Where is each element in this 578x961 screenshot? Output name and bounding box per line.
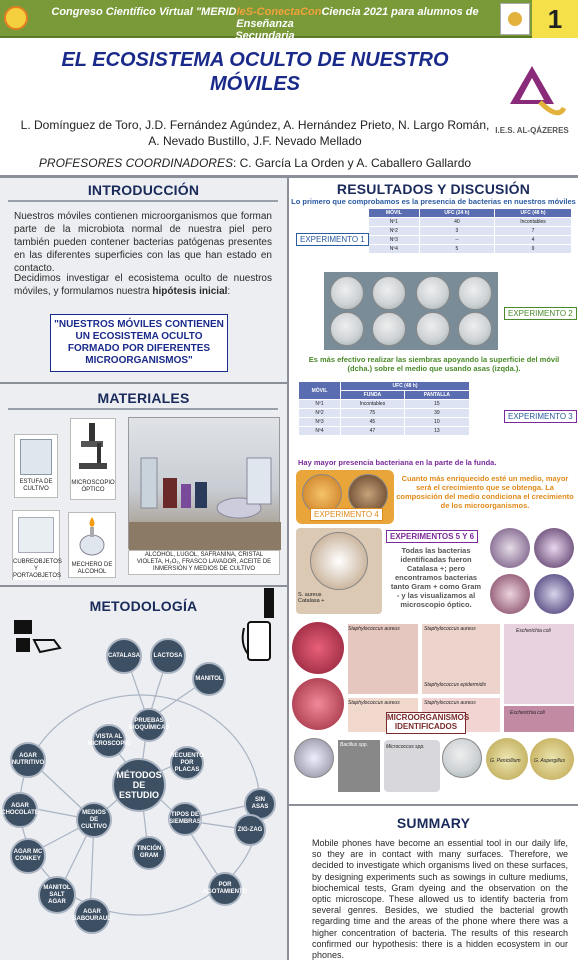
manitol-node: MANITOL	[192, 662, 226, 696]
experiment-2-plates-photo	[324, 272, 498, 350]
experiment-2-label: EXPERIMENTO 2	[504, 307, 577, 320]
agar-sabouraud-node: AGAR SABOURAUD	[74, 898, 110, 934]
results-heading: RESULTADOS Y DISCUSIÓN	[336, 181, 531, 197]
plate-label: G. Aspergillus	[534, 758, 565, 764]
table-row: Nº1 40 Incontables	[369, 218, 572, 227]
summary-heading: SUMMARY	[396, 815, 471, 831]
poster-title: EL ECOSISTEMA OCULTO DE NUESTRO MÓVILES	[61, 49, 449, 95]
table-row: Nº3 45 10	[299, 418, 470, 427]
por-agotamiento-node: POR AGOTAMIENTO	[208, 872, 242, 906]
school-logo-icon	[496, 62, 568, 124]
plate-label: Staphylococcus epidermidis	[424, 682, 486, 688]
alcohol-burner-icon	[69, 513, 115, 557]
tipos-siembras-node: TIPOS DE SIEMBRAS	[168, 802, 202, 836]
divider	[0, 175, 578, 178]
agar-mcconkey-node: AGAR MC CONKEY	[10, 838, 46, 874]
hypothesis-box: "NUESTROS MÓVILES CONTIENEN UN ECOSISTEMA OCULTO FORMADO POR DIFERENTES MICROORGANISMOS"	[50, 314, 228, 372]
metodos-estudio-center-node: MÉTODOS DE ESTUDIO	[112, 758, 166, 812]
s-aureus-catalase-label: S. aureus Catalasa +	[298, 592, 325, 604]
plate-label: Staphylococcus aureus	[424, 700, 476, 706]
intro-paragraph-2: Decidimos investigar el ecosistema oculto de nuestros móviles, y formulamos nuestra hipótesis inicial:	[14, 273, 272, 297]
manitol-salt-agar-node: MANITOL SALT AGAR	[38, 876, 76, 914]
microscope-card	[70, 418, 116, 500]
microscope-label: MICROSCOPIO ÓPTICO	[71, 480, 115, 493]
intro-heading: INTRODUCCIÓN	[87, 182, 200, 198]
zig-zag-node: ZIG-ZAG	[234, 814, 266, 846]
identified-plates-row-2	[292, 738, 574, 792]
experiment-3-text: Hay mayor presencia bacteriana en la parte de la funda.	[298, 458, 497, 467]
plate-label: Bacillus spp.	[340, 742, 369, 748]
identified-microorganisms-label: MICROORGANISMOS IDENTIFICADOS	[386, 712, 466, 734]
plate-label: Escherichia coli	[516, 628, 551, 634]
table-row: Nº3 -- 4	[369, 236, 572, 245]
microscope-views-photo	[490, 528, 574, 620]
table-row: Nº2 75 39	[299, 409, 470, 418]
materials-heading: MATERIALES	[97, 390, 190, 406]
divider	[289, 804, 578, 806]
experiments-5-6-text: Todas las bacterias identificadas fueron Catalasa +; pero encontramos bacterias tanto Gram + como Gram - y las visualizamos al microscopio óptico.	[390, 546, 482, 609]
plate-label: Staphylococcus aureus	[424, 626, 476, 632]
poster-number: 1	[532, 0, 578, 38]
intro-paragraph-1: Nuestros móviles contienen microorganismos que forman parte de la microbiota normal de nuestra piel pero también pueden contener bacterias patógenas presentes en las diferentes superficies con las que han estado en contacto.	[14, 211, 272, 274]
slides-icon	[18, 517, 54, 553]
experiment-1-label: EXPERIMENTO 1	[296, 233, 369, 246]
tincion-gram-node: TINCIÓN GRAM	[132, 836, 166, 870]
divider	[8, 200, 278, 202]
authors: L. Domínguez de Toro, J.D. Fernández Agúndez, A. Hernández Prieto, N. Largo Román, A. Nevado Bustillo, J.F. Nevado Mellado	[20, 118, 490, 148]
experiment-2-text: Es más efectivo realizar las siembras apoyando la superficie del móvil (dcha.) sobre el medio que usando asas (izqda.).	[308, 355, 560, 373]
congress-banner-text: Congreso Científico Virtual "MERIDIeS-ConectaConCiencia 2021 para alumnos de Enseñanza Secundaria	[51, 6, 479, 42]
school-name: I.E.S. AL-QÁZERES	[495, 126, 569, 135]
medios-cultivo-node: MEDIOS DE CULTIVO	[76, 802, 112, 838]
table-experiment-1: MÓVIL UFC (24 h) UFC (48 h) Nº1 40 Incontables Nº2 3 7 Nº3 -- 4 Nº4 5 9	[368, 208, 572, 254]
slides-card	[12, 510, 60, 580]
materials-caption: ALCOHOL, LUGOL, SAFRANINA, CRISTAL VIOLETA, H₂O₂, FRASCO LAVADOR, ACEITE DE INMERSIÓN Y MEDIOS DE CULTIVO	[128, 550, 280, 575]
experiment-4-label: EXPERIMENTO 4	[310, 508, 383, 521]
coordinators: PROFESORES COORDINADORES: C. García La Orden y A. Caballero Gallardo	[38, 156, 472, 170]
incubator-card	[14, 434, 58, 498]
summary-text: Mobile phones have become an essential tool in our daily life, so they are in contact with many surfaces. Therefore, we decided to investigate which organisms lived on these surfaces, by designing experiments such as sowings in culture mediums, biochemical tests, Gram dyeing and the observation on the optic microscope. These allowed us to identify bacteria from several genres. Besides, we studied the bacterial growth regarding time and the areas of the phone where there was a higher concentration of bacteria. The results of this research confirmed our hypothesis: there is a hidden ecosystem in our phones.	[312, 838, 568, 961]
lactosa-node: LACTOSA	[150, 638, 186, 674]
experiment-4-text: Cuanto más enriquecido esté un medio, mayor será el crecimiento que se obtenga. La composición del medio condiciona el crecimiento de los microorganismos.	[396, 474, 574, 510]
lab-materials-photo	[128, 417, 280, 549]
table-row: Nº4 5 9	[369, 245, 572, 254]
incubator-label: ESTUFA DE CULTIVO	[15, 479, 57, 493]
methodology-heading: METODOLOGÍA	[89, 598, 198, 614]
plate-label: Micrococcus spp.	[386, 744, 425, 750]
microscope-icon	[71, 419, 115, 475]
plate-label: Staphylococcus aureus	[348, 626, 400, 632]
agar-chocolate-node: AGAR CHOCOLATE	[2, 792, 38, 828]
recuento-placas-node: RECUENTO POR PLACAS	[170, 746, 204, 780]
catalasa-node: CATALASA	[106, 638, 142, 674]
sin-asas-node: SIN ASAS	[244, 788, 276, 820]
slides-label: CUBREOBJETOS Y PORTAOBJETOS	[13, 559, 62, 579]
experiment-3-label: EXPERIMENTO 3	[504, 410, 577, 423]
experiments-5-6-label: EXPERIMENTOS 5 Y 6	[386, 530, 478, 543]
plate-label: Escherichia coli	[510, 710, 545, 716]
agar-nutritivo-node: AGAR NUTRITIVO	[10, 742, 46, 778]
incubator-icon	[20, 439, 52, 475]
plate-label: G. Penicillium	[490, 758, 521, 764]
table-experiment-3: MÓVIL UFC (48 h) FUNDA PANTALLA Nº1 Incontables 15 Nº2 75 39 Nº3 45 10 Nº4 47 13	[298, 381, 470, 436]
divider	[8, 408, 278, 410]
plate-label: Staphylococcus aureus	[348, 700, 400, 706]
vista-microscopio-node: VISTA AL MICROSCOPIO	[92, 724, 126, 758]
pruebas-bioquimicas-node: PRUEBAS BIOQUÍMICAS	[132, 708, 166, 742]
divider	[0, 382, 287, 384]
divider	[0, 585, 287, 587]
table-row: Nº4 47 13	[299, 427, 470, 436]
burner-card	[68, 512, 116, 578]
table-row: Nº2 3 7	[369, 227, 572, 236]
divider	[287, 178, 289, 960]
congress-logo-icon	[500, 3, 530, 35]
sun-logo-icon	[4, 6, 28, 30]
table-row: Nº1 Incontables 15	[299, 400, 470, 409]
burner-label: MECHERO DE ALCOHOL	[69, 562, 115, 576]
results-subheading: Lo primero que comprobamos es la presencia de bacterias en nuestros móviles	[291, 197, 576, 206]
